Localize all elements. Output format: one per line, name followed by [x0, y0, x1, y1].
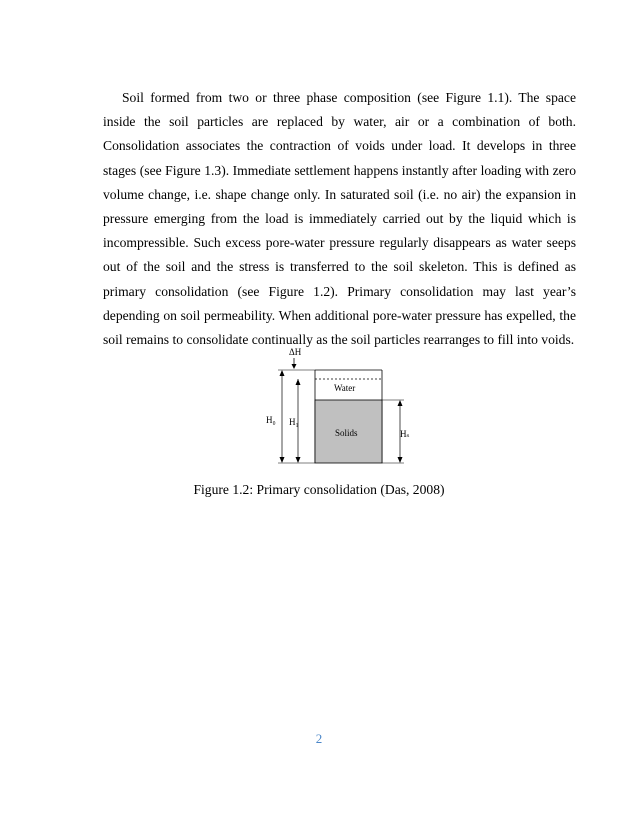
h0-label: H₀ [266, 415, 276, 425]
page-number: 2 [315, 731, 323, 746]
h1-label: H₁ [289, 417, 299, 427]
hs-arrowhead-top [398, 400, 403, 406]
h0-arrowhead-bottom [280, 457, 285, 463]
figure-caption: Figure 1.2: Primary consolidation (Das, 2008) [193, 482, 445, 497]
water-label: Water [334, 383, 356, 393]
body-paragraph: Soil formed from two or three phase composition (see Figure 1.1). The space inside the soil particles are replaced by water, air or a combination of both. Consolidation associates the contraction of voids under load. It develops in three stages (see Figure 1.3). Immediate settlement happens instantly after loading with zero volume change, i.e. shape change only. In saturated soil (i.e. no air) the expansion in pressure emerging from the load is immediately carried out by the liquid which is incompressible. Such excess pore-water pressure regularly disappears as water seeps out of the soil and the stress is transferred to the soil skeleton. This is defined as primary consolidation (see Figure 1.2). Primary consolidation may last year’s depending on soil permeability. When additional pore-water pressure has expelled, the soil remains to consolidate continually as the soil particles rearranges to fill into voids. [103, 90, 576, 348]
h0-arrowhead-top [280, 370, 285, 376]
solids-label: Solids [335, 428, 358, 438]
hs-label: Hₛ [400, 429, 410, 439]
h1-arrowhead-top [296, 379, 301, 385]
delta-h-label: ΔH [289, 347, 302, 357]
hs-arrowhead-bottom [398, 457, 403, 463]
consolidation-diagram [258, 345, 418, 470]
h1-arrowhead-bottom [296, 457, 301, 463]
delta-h-arrowhead [292, 364, 297, 369]
consolidation-figure [258, 345, 418, 470]
